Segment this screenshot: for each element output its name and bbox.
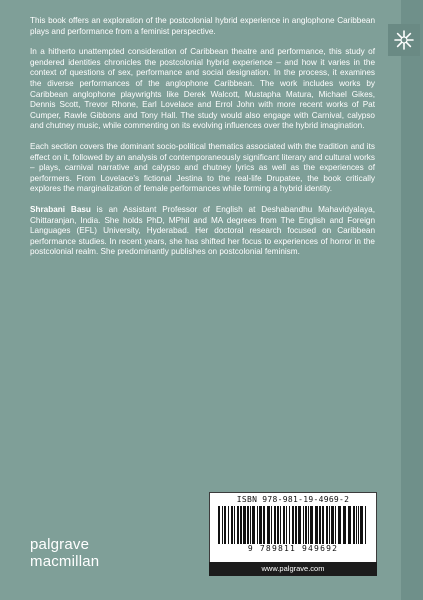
blurb-paragraph-1: This book offers an exploration of the postcolonial hybrid experience in anglophone Caribbean plays and performance from a feminist perspective.	[30, 16, 375, 36]
author-name: Shrabani Basu	[30, 204, 91, 214]
barcode-block	[209, 492, 377, 572]
publisher-name-line2: macmillan	[30, 553, 100, 570]
palgrave-star-icon	[392, 28, 416, 52]
blurb-paragraph-2: In a hitherto unattempted consideration of Caribbean theatre and performance, this study of gendered identities chronicles the postcolonial hybrid experience – and how it varies in the context of questions of sex, performance and social designation. In the process, it examines the diverse performances of the anglophone Caribbean. The work includes works by Caribbean anglophone playwrights like Derek Walcott, Mustapha Matura, Michael Gikes, Dennis Scott, Trevor Rhone, Earl Lovelace and Errol John with more recent works of Pat Cumper, Rawle Gibbons and Tony Hall. The study would also engage with Carnival, calypso and chutney music, while commenting on its evolving influences over the hybrid imagination.	[30, 47, 375, 131]
publisher-logo	[388, 24, 420, 56]
back-cover-text	[30, 16, 375, 268]
isbn-label: ISBN 978-981-19-4969-2	[236, 495, 350, 504]
blurb-paragraph-3: Each section covers the dominant socio-political thematics associated with the tradition and its effect on it, followed by an analysis of contemporaneously significant literary and cultural works – plays, carnival narrative and calypso and chutney lyrics as well as the experiences of performers. From Lovelace’s fictional Jestina to the real-life Drupatee, the book critically explores the marginalization of female performances while forming a hybrid identity.	[30, 141, 375, 194]
publisher-name-line1: palgrave	[30, 536, 90, 553]
author-bio-text: is an Assistant Professor of English at Deshabandhu Mahavidyalaya, Chittaranjan, India. She holds PhD, MPhil and MA degrees from The English and Foreign Languages (EFL) University, Hyderabad. Her doctoral research focused on Caribbean performance studies. In recent years, she has shifted her focus to experiences of horror in the postcolonial realm. She predominantly publishes on postcolonial feminism.	[30, 204, 375, 257]
barcode-image	[218, 506, 368, 544]
barcode-number: 9 789811 949692	[247, 544, 339, 553]
publisher-url[interactable]: www.palgrave.com	[209, 562, 377, 576]
spine	[401, 0, 423, 600]
author-bio	[30, 205, 375, 258]
